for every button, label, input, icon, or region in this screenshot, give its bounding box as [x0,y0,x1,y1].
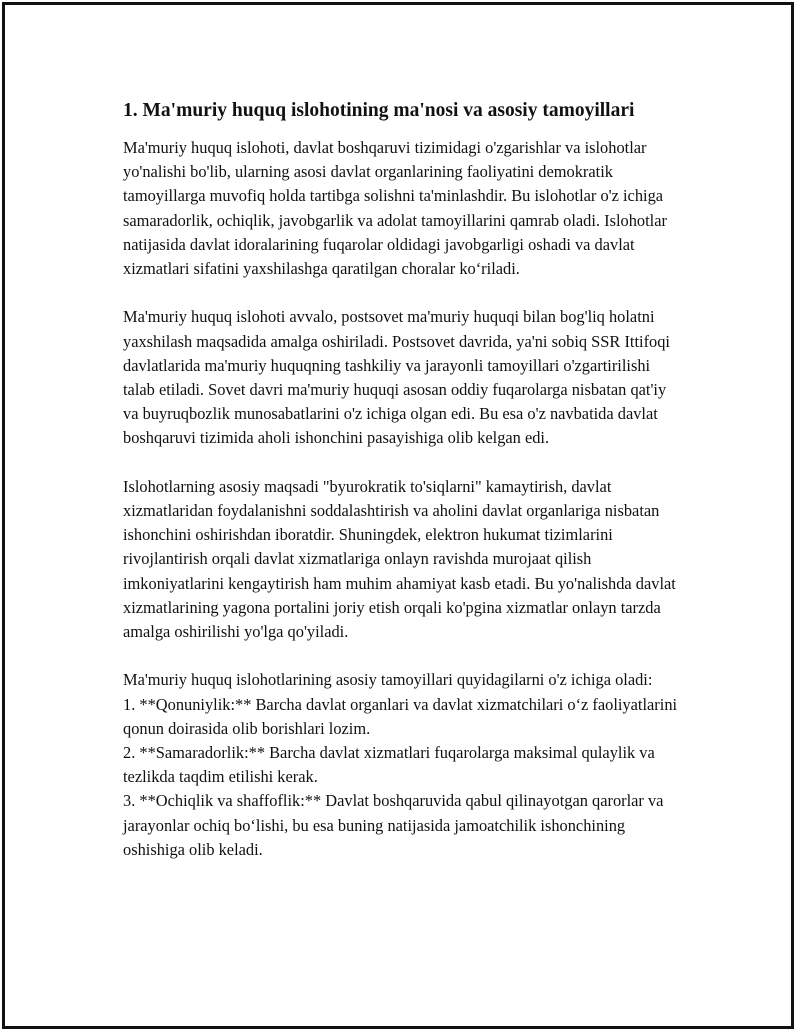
paragraph-intro: Ma'muriy huquq islohoti, davlat boshqaruvi tizimidagi o'zgarishlar va islohotlar yo'nalishi bo'lib, ularning asosi davlat organlarining faoliyatini demokratik tamoyillarga muvofiq holda tartibga solishni ta'minlashdir. Bu islohotlar o'z ichiga samaradorlik, ochiqlik, javobgarlik va adolat tamoyillarini qamrab oladi. Islohotlar natijasida davlat idoralarining fuqarolar oldidagi javobgarligi oshadi va davlat xizmatlari sifatini yaxshilashga qaratilgan choralar ko‘riladi. [123,138,667,279]
page-frame [2,2,794,1029]
paragraph-postsoviet: Ma'muriy huquq islohoti avvalo, postsovet ma'muriy huquqi bilan bog'liq holatni yaxshilash maqsadida amalga oshiriladi. Postsovet davrida, ya'ni sobiq SSR Ittifoqi davlatlarida ma'muriy huquqning tashkiliy va jarayonli tamoyillari o'zgartirilishi talab etiladi. Sovet davri ma'muriy huquqi asosan oddiy fuqarolarga nisbatan qat'iy va buyruqbozlik munosabatlarini o'z ichiga olgan edi. Bu esa o'z navbatida davlat boshqaruvi tizimida aholi ishonchini pasayishiga olib kelgan edi. [123,307,670,448]
principles-intro: Ma'muriy huquq islohotlarining asosiy tamoyillari quyidagilarni o'z ichiga oladi: [123,670,653,690]
principle-item: 3. **Ochiqlik va shaffoflik:** Davlat boshqaruvida qabul qilinayotgan qarorlar va jarayonlar ochiq bo‘lishi, bu esa buning natijasida jamoatchilik ishonchining oshishiga olib keladi. [123,791,664,859]
paragraph-goals: Islohotlarning asosiy maqsadi "byurokratik to'siqlarni" kamaytirish, davlat xizmatlaridan foydalanishni soddalashtirish va aholini davlat organlariga nisbatan ishonchini oshirishdan iboratdir. Shuningdek, elektron hukumat tizimlarini rivojlantirish orqali davlat xizmatlariga onlayn ravishda murojaat qilish imkoniyatlarini kengaytirish ham muhim ahamiyat kasb etadi. Bu yo'nalishda davlat xizmatlarining yagona portalini joriy etish orqali ko'pgina xizmatlar onlayn tarzda amalga oshirilishi yo'lga qo'yiladi. [123,476,676,642]
principles-list [123,668,683,862]
principle-item: 2. **Samaradorlik:** Barcha davlat xizmatlari fuqarolarga maksimal qulaylik va tezlikda taqdim etilishi kerak. [123,743,655,787]
section-heading: 1. Ma'muriy huquq islohotining ma'nosi va asosiy tamoyillari [123,100,635,121]
document-body [123,98,683,862]
principle-item: 1. **Qonuniylik:** Barcha davlat organlari va davlat xizmatchilari o‘z faoliyatlarini qonun doirasida olib borishlari lozim. [123,694,678,738]
